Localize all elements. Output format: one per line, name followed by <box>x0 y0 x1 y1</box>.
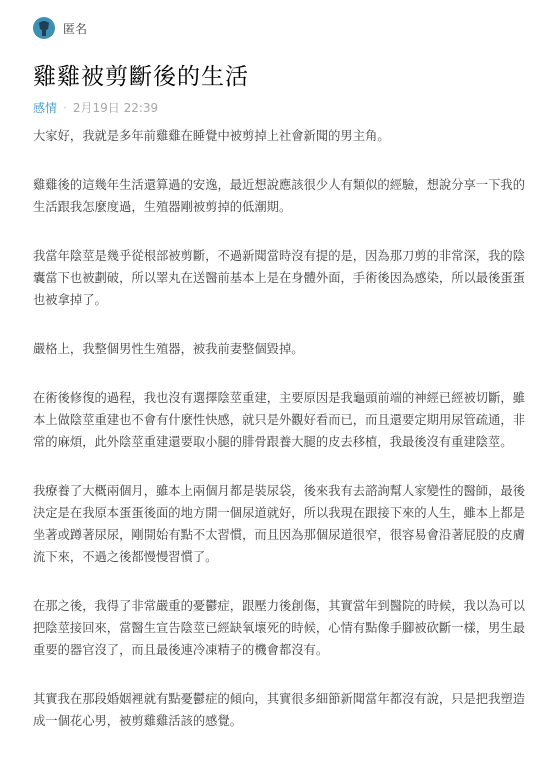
paragraph: 在那之後，我得了非常嚴重的憂鬱症，跟壓力後創傷，其實當年到醫院的時候，我以為可以把陰莖接回來，當醫生宣告陰莖已經缺氧壞死的時候，心情有點像手腳被砍斷一樣，男生最重要的器官沒了，而且最後連冷凍精子的機會都沒有。 <box>33 599 525 657</box>
author-row[interactable] <box>33 14 87 42</box>
paragraph: 我療養了大概兩個月，雖本上兩個月都是裝尿袋，後來我有去諮詢幫人家變性的醫師，最後決定是在我原本蛋蛋後面的地方開一個尿道就好，所以我現在跟接下來的人生，雖本上都是坐著或蹲著尿尿，剛開始有點不太習慣，而且因為那個尿道很窄，很容易會沿著屁股的皮膚流下來，不過之後都慢慢習慣了。 <box>33 484 525 564</box>
post-meta <box>33 99 158 116</box>
meta-separator: · <box>63 100 67 115</box>
post-title: 雞雞被剪斷後的生活 <box>33 64 249 90</box>
paragraph: 我當年陰莖是幾乎從根部被剪斷，不過新聞當時沒有提的是，因為那刀剪的非常深，我的陰囊當下也被劃破，所以睪丸在送醫前基本上是在身體外面，手術後因為感染，所以最後蛋蛋也被拿掉了。 <box>33 249 525 307</box>
paragraph: 大家好，我就是多年前雞雞在睡覺中被剪掉上社會新聞的男主角。 <box>33 129 390 143</box>
paragraph: 雞雞後的這幾年生活還算過的安逸，最近想說應該很少人有類似的經驗，想說分享一下我的生活跟我怎麼度過，生殖器剛被剪掉的低潮期。 <box>33 178 525 214</box>
author-name[interactable]: 匿名 <box>63 21 88 36</box>
paragraph: 在術後修復的過程，我也沒有選擇陰莖重建，主要原因是我龜頭前端的神經已經被切斷，雖本上做陰莖重建也不會有什麼性快感，就只是外觀好看而已，而且還要定期用尿管疏通，非常的麻煩，此外陰莖重建還要取小腿的腓骨跟養大腿的皮去移植，我最後沒有重建陰莖。 <box>33 391 525 449</box>
post-time: 2月19日 22:39 <box>72 101 159 115</box>
board-link[interactable]: 感情 <box>33 101 58 115</box>
post-content <box>33 125 525 759</box>
paragraph: 其實我在那段婚姻裡就有點憂鬱症的傾向，其實很多細節新聞當年都沒有說，只是把我塑造成一個花心男，被剪雞雞活該的感覺。 <box>33 692 525 728</box>
paragraph: 嚴格上，我整個男性生殖器，被我前妻整個毀掉。 <box>33 342 304 356</box>
anonymous-avatar-icon[interactable] <box>33 17 55 39</box>
